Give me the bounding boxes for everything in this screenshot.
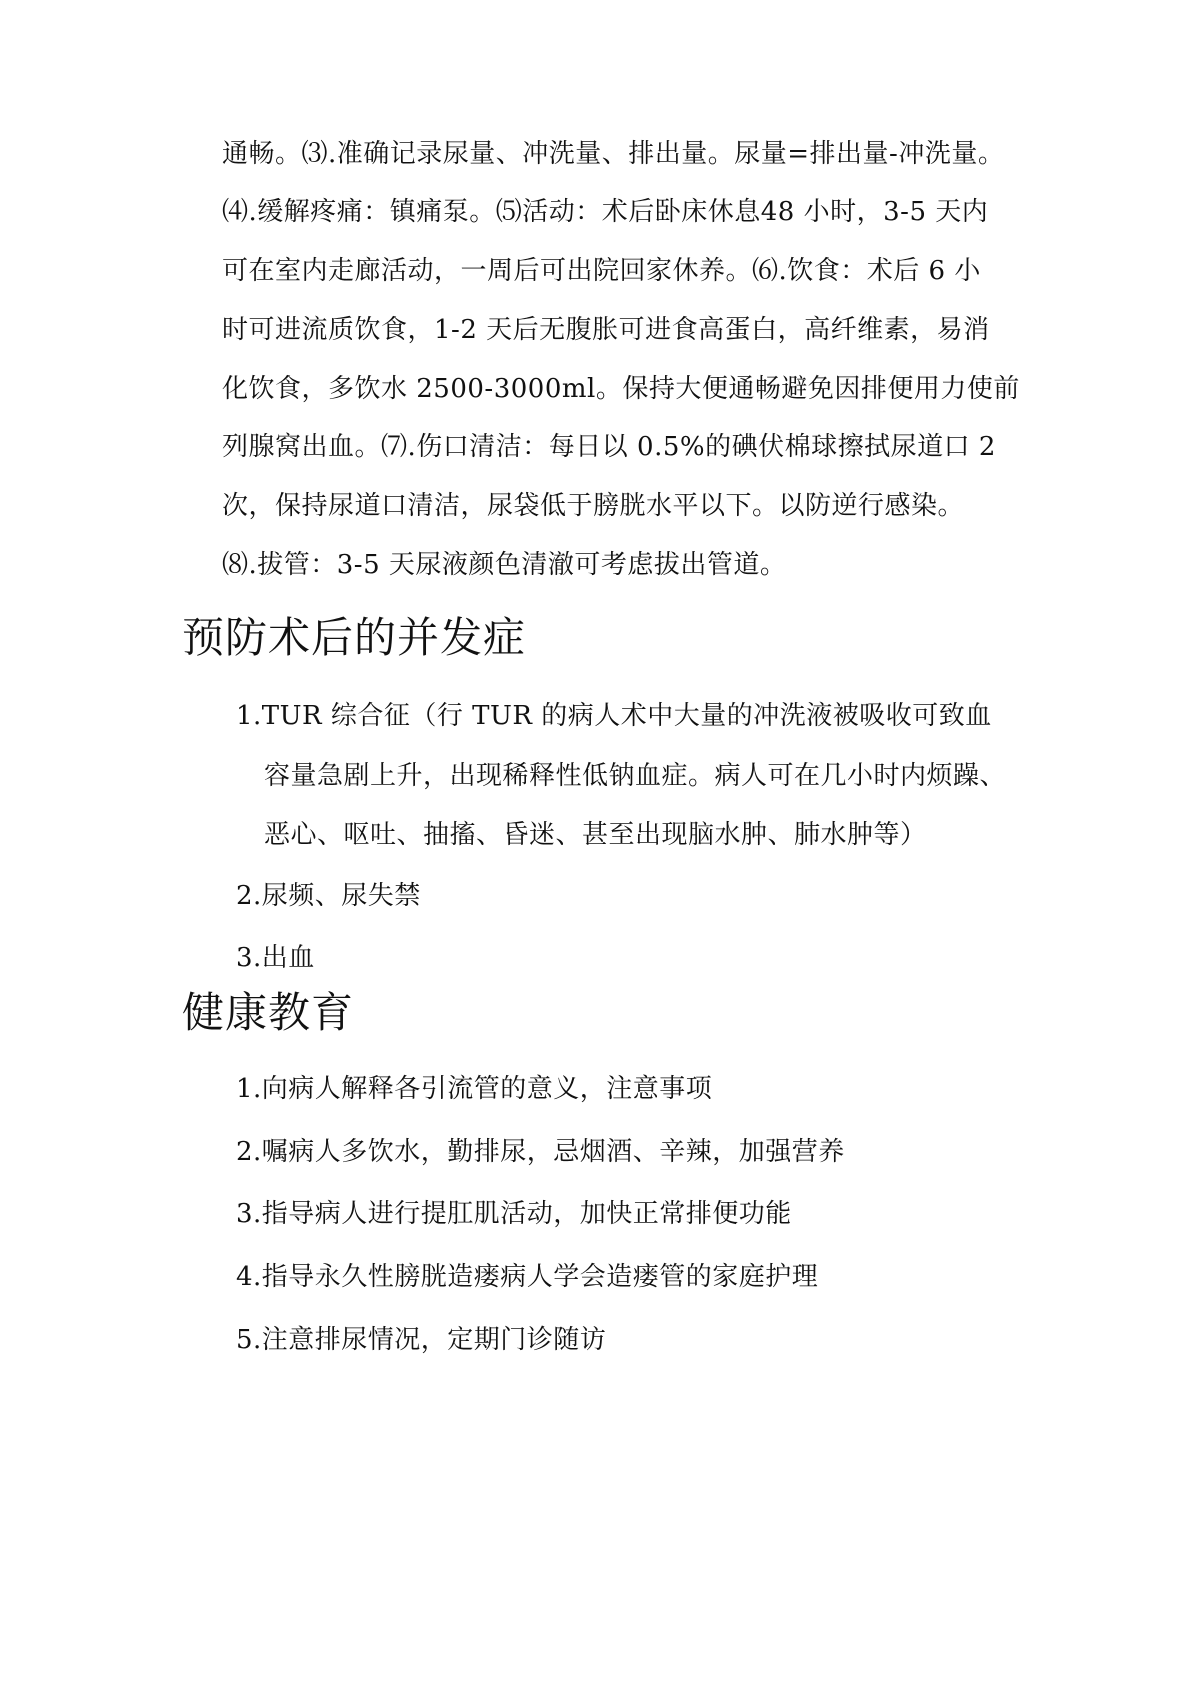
section-heading: 预防术后的并发症 xyxy=(182,613,527,662)
list-item: 4.指导永久性膀胱造瘘病人学会造瘘管的家庭护理 xyxy=(236,1262,819,1292)
list-item-line: 容量急剧上升，出现稀释性低钠血症。病人可在几小时内烦躁、 xyxy=(264,761,1007,791)
section-heading: 健康教育 xyxy=(182,988,355,1037)
paragraph-line: ⑷.缓解疼痛：镇痛泵。⑸活动：术后卧床休息48 小时，3-5 天内 xyxy=(222,197,989,227)
list-item: 5.注意排尿情况，定期门诊随访 xyxy=(236,1325,607,1355)
paragraph-line: 列腺窝出血。⑺.伤口清洁：每日以 0.5%的碘伏棉球擦拭尿道口 2 xyxy=(222,432,996,462)
list-item: 2.嘱病人多饮水，勤排尿，忌烟酒、辛辣，加强营养 xyxy=(236,1137,845,1167)
list-item: 1.向病人解释各引流管的意义，注意事项 xyxy=(236,1074,713,1104)
list-item-line: 1.TUR 综合征（行 TUR 的病人术中大量的冲洗液被吸收可致血 xyxy=(236,701,992,731)
paragraph-line: 可在室内走廊活动，一周后可出院回家休养。⑹.饮食：术后 6 小 xyxy=(222,256,981,286)
paragraph-line: 次，保持尿道口清洁，尿袋低于膀胱水平以下。以防逆行感染。 xyxy=(222,491,965,521)
list-item: 3.指导病人进行提肛肌活动，加快正常排便功能 xyxy=(236,1199,792,1229)
list-item-line: 恶心、呕吐、抽搐、昏迷、甚至出现脑水肿、肺水肿等） xyxy=(264,820,927,850)
paragraph-line: ⑻.拔管：3-5 天尿液颜色清澈可考虑拔出管道。 xyxy=(222,550,787,580)
paragraph-line: 通畅。⑶.准确记录尿量、冲洗量、排出量。尿量=排出量-冲洗量。 xyxy=(222,139,1005,169)
paragraph-line: 化饮食，多饮水 2500-3000ml。保持大便通畅避免因排便用力使前 xyxy=(222,374,1020,404)
list-item-line: 3.出血 xyxy=(236,943,315,973)
paragraph-line: 时可进流质饮食，1-2 天后无腹胀可进食高蛋白，高纤维素，易消 xyxy=(222,315,990,345)
list-item-line: 2.尿频、尿失禁 xyxy=(236,881,421,911)
